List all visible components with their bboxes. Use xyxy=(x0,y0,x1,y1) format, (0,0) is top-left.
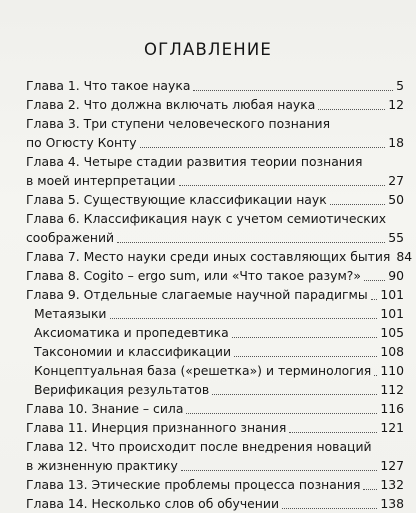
dot-leader xyxy=(193,90,393,91)
dot-leader xyxy=(140,147,386,148)
toc-entry xyxy=(26,152,404,190)
toc-entry-row xyxy=(26,247,413,266)
toc-page-number: 138 xyxy=(380,496,404,511)
dot-leader xyxy=(364,280,385,281)
toc-entry-row xyxy=(26,76,404,95)
toc-entry-row xyxy=(26,190,404,209)
toc-entry-title-line1: Глава 3. Три ступени человеческого познания xyxy=(26,116,331,131)
toc-entry-title: Глава 1. Что такое наука xyxy=(26,78,191,93)
toc-entry-row xyxy=(34,361,404,380)
toc-page-number: 90 xyxy=(388,268,404,283)
bleed-through-bottom xyxy=(0,491,416,513)
toc-page-number: 105 xyxy=(380,325,404,340)
toc-entry-title-line1: Глава 6. Классификация наук с учетом семиотических xyxy=(26,211,387,226)
toc-entry-title: соображений xyxy=(26,230,115,245)
toc-entry-row xyxy=(26,399,404,418)
dot-leader xyxy=(289,432,377,433)
dot-leader xyxy=(179,185,386,186)
toc-entry xyxy=(26,76,404,95)
toc-entry-title: Метаязыки xyxy=(34,306,107,321)
toc-entry xyxy=(26,285,404,304)
toc-entry-row xyxy=(34,342,404,361)
toc-entry-title: Глава 13. Этические проблемы процесса познания xyxy=(26,477,361,492)
toc-entry xyxy=(26,95,404,114)
toc-subentry xyxy=(26,380,404,399)
toc-page-number: 121 xyxy=(380,420,404,435)
toc-subentry xyxy=(26,323,404,342)
toc-entry-row xyxy=(26,133,404,152)
toc-entry-row xyxy=(26,171,404,190)
dot-leader xyxy=(330,204,386,205)
toc-page-number: 84 xyxy=(396,249,413,264)
dot-leader xyxy=(181,470,378,471)
toc-entry xyxy=(26,247,413,266)
toc-entry-title: в моей интерпретации xyxy=(26,173,176,188)
toc-page-number: 112 xyxy=(380,382,404,397)
toc-entry-row xyxy=(26,95,404,114)
toc-subentry xyxy=(26,342,404,361)
toc-entry xyxy=(26,399,404,418)
toc-page-number: 18 xyxy=(388,135,404,150)
toc-page-number: 127 xyxy=(380,458,404,473)
page-title: ОГЛАВЛЕНИЕ xyxy=(143,40,273,59)
toc-entry-title: Верификация результатов xyxy=(34,382,210,397)
dot-leader xyxy=(234,356,377,357)
toc-entry-title: Глава 10. Знание – сила xyxy=(26,401,184,416)
toc-entry-row xyxy=(26,418,404,437)
toc-entry-title: Концептуальная база («решетка») и терминология xyxy=(34,363,372,378)
toc-page-number: 116 xyxy=(380,401,404,416)
dot-leader xyxy=(371,299,378,300)
toc-entry-row xyxy=(26,456,404,475)
toc-page-number: 5 xyxy=(396,78,404,93)
toc-page-number: 12 xyxy=(388,97,404,112)
toc-entry-title: Глава 11. Инерция признанного знания xyxy=(26,420,287,435)
toc-page-number: 110 xyxy=(380,363,404,378)
dot-leader xyxy=(374,375,377,376)
table-of-contents xyxy=(26,76,413,513)
dot-leader xyxy=(318,109,385,110)
toc-subentry xyxy=(26,361,404,380)
toc-page-number: 50 xyxy=(388,192,404,207)
dot-leader xyxy=(232,337,378,338)
toc-entry-title: Глава 8. Cogito – ergo sum, или «Что такое разум?» xyxy=(26,268,361,283)
toc-entry-title: Аксиоматика и пропедевтика xyxy=(34,325,229,340)
toc-entry-row xyxy=(26,285,404,304)
toc-entry xyxy=(26,266,404,285)
toc-page-number: 55 xyxy=(388,230,404,245)
toc-entry-title-line1: Глава 4. Четыре стадии развития теории познания xyxy=(26,154,363,169)
toc-entry xyxy=(26,209,404,247)
toc-entry-title: Глава 14. Несколько слов об обучении xyxy=(26,496,280,511)
toc-entry xyxy=(26,190,404,209)
dot-leader xyxy=(212,394,377,395)
toc-entry-title: Глава 2. Что должна включать любая наука xyxy=(26,97,316,112)
toc-page-number: 132 xyxy=(380,477,404,492)
dot-leader xyxy=(110,318,378,319)
bleed-through-top xyxy=(0,0,416,22)
toc-page-number: 101 xyxy=(380,287,404,302)
toc-entry-title: Таксономии и классификации xyxy=(34,344,232,359)
toc-entry xyxy=(26,114,404,152)
toc-entry-row xyxy=(26,228,404,247)
toc-entry xyxy=(26,437,404,475)
toc-entry-title-line1: Глава 12. Что происходит после внедрения новаций xyxy=(26,439,372,454)
toc-entry-row xyxy=(34,380,404,399)
toc-entry xyxy=(26,418,404,437)
toc-entry-title: в жизненную практику xyxy=(26,458,178,473)
toc-entry-row xyxy=(34,304,404,323)
toc-entry-row xyxy=(26,266,404,285)
dot-leader xyxy=(117,242,385,243)
dot-leader xyxy=(186,413,377,414)
toc-entry-title: Глава 7. Место науки среди иных составляющих бытия xyxy=(26,249,391,264)
toc-page-number: 101 xyxy=(380,306,404,321)
toc-page-number: 27 xyxy=(388,173,404,188)
dot-leader xyxy=(363,489,377,490)
toc-entry-title: Глава 9. Отдельные слагаемые научной парадигмы xyxy=(26,287,368,302)
toc-subentry xyxy=(26,304,404,323)
toc-page-number: 108 xyxy=(380,344,404,359)
toc-entry-title: Глава 5. Существующие классификации наук xyxy=(26,192,327,207)
toc-entry-title: по Огюсту Конту xyxy=(26,135,137,150)
toc-entry-row xyxy=(34,323,404,342)
